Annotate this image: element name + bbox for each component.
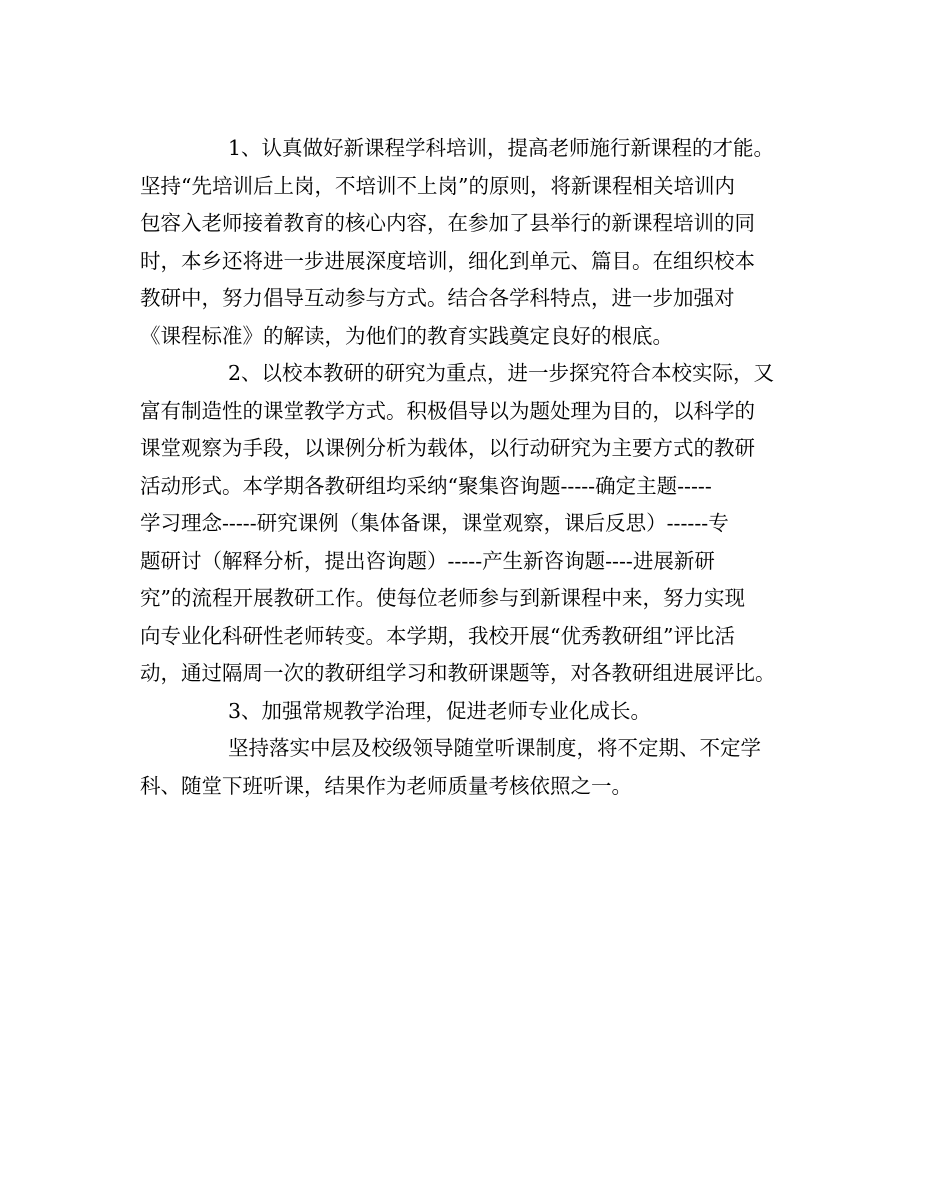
paragraph-line: 究”的流程开展教研工作。使每位老师参与到新课程中来，努力实现 (140, 586, 745, 610)
paragraph-1 (140, 130, 810, 355)
paragraph-line: 包容入老师接着教育的核心内容，在参加了县举行的新课程培训的同 (140, 211, 755, 235)
paragraph-line: 2、以校本教研的研究为重点，进一步探究符合本校实际，又 (228, 361, 775, 385)
paragraph-4 (140, 730, 810, 805)
paragraph-line: 活动形式。本学期各教研组均采纳“聚集咨询题-----确定主题----- (140, 473, 712, 498)
paragraph-line: 坚持“先培训后上岗，不培训不上岗”的原则，将新课程相关培训内 (140, 173, 735, 198)
paragraph-line: 1、认真做好新课程学科培训，提高老师施行新课程的才能。 (228, 136, 775, 160)
paragraph-line: 学习理念-----研究课例（集体备课，课堂观察，课后反思）------专 (140, 511, 729, 535)
paragraph-line: 向专业化科研性老师转变。本学期，我校开展“优秀教研组”评比活 (140, 623, 735, 648)
paragraph-line: 坚持落实中层及校级领导随堂听课制度，将不定期、不定学 (228, 736, 761, 760)
paragraph-line: 《课程标准》的解读，为他们的教育实践奠定良好的根底。 (140, 323, 673, 348)
paragraph-3 (140, 693, 810, 731)
paragraph-line: 富有制造性的课堂教学方式。积极倡导以为题处理为目的，以科学的 (140, 398, 755, 423)
paragraph-2 (140, 355, 810, 693)
paragraph-line: 题研讨（解释分析，提出咨询题）-----产生新咨询题----进展新研 (140, 548, 715, 573)
paragraph-line: 课堂观察为手段，以课例分析为载体，以行动研究为主要方式的教研 (140, 436, 755, 460)
paragraph-line: 动，通过隔周一次的教研组学习和教研课题等，对各教研组进展评比。 (140, 661, 776, 685)
paragraph-line: 3、加强常规教学治理，促进老师专业化成长。 (228, 698, 652, 723)
paragraph-line: 时，本乡还将进一步进展深度培训，细化到单元、篇目。在组织校本 (140, 248, 755, 273)
paragraph-line: 教研中，努力倡导互动参与方式。结合各学科特点，进一步加强对 (140, 286, 735, 310)
paragraph-line: 科、随堂下班听课，结果作为老师质量考核依照之一。 (140, 773, 632, 798)
document-body (140, 130, 810, 805)
